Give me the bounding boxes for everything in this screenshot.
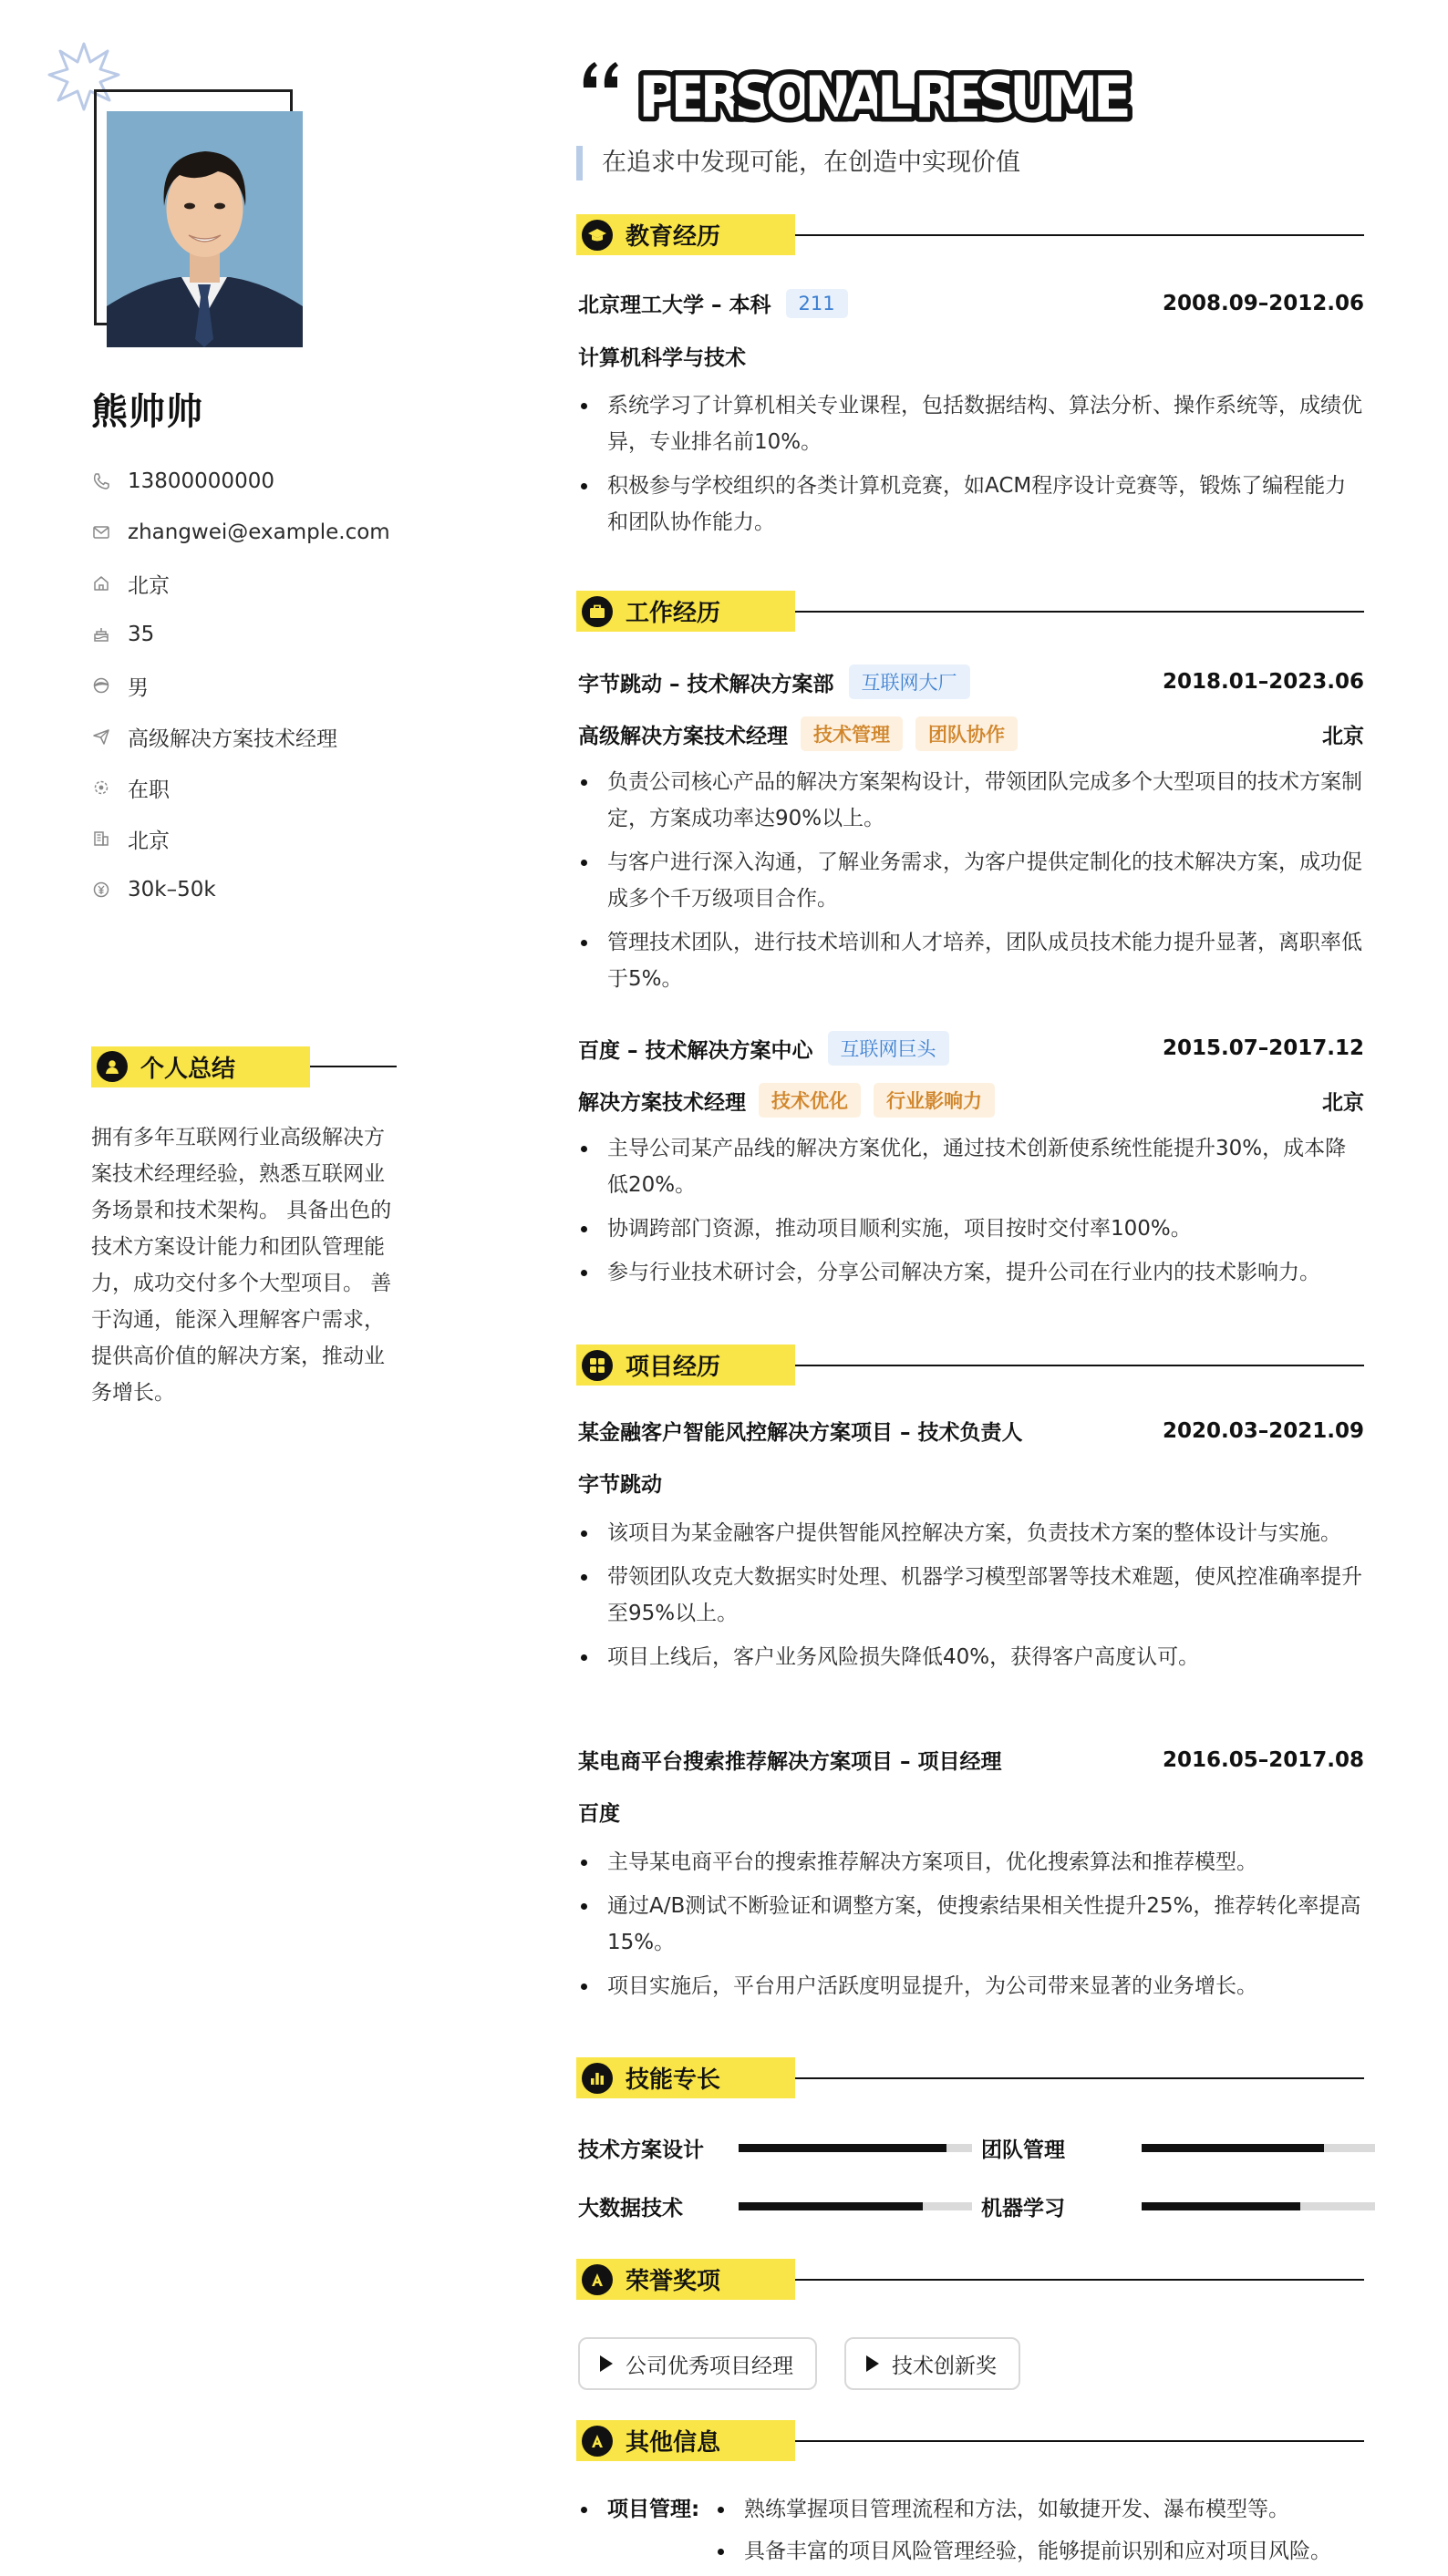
contact-city xyxy=(91,813,438,864)
contact-age xyxy=(91,609,438,660)
section-divider xyxy=(795,234,1364,236)
headline-text: PERSONAL RESUME xyxy=(638,64,1131,130)
award-item xyxy=(844,2337,1020,2390)
education-title: 教育经历 xyxy=(626,223,721,251)
awards-title: 荣誉奖项 xyxy=(626,2268,721,2295)
list-item: 负责公司核心产品的解决方案架构设计，带领团队完成多个大型项目的技术方案制定，方案成功率达90%以上。 xyxy=(578,764,1364,837)
other-section-header xyxy=(576,2420,1364,2461)
contact-phone xyxy=(91,456,438,507)
skill-tag: 团队协作 xyxy=(915,716,1018,751)
candidate-name: 熊帅帅 xyxy=(91,391,203,433)
summary-title: 个人总结 xyxy=(140,1055,236,1083)
project-date: 2016.05–2017.08 xyxy=(1162,1747,1364,1772)
tagline: 在追求中发现可能，在创造中实现价值 xyxy=(602,149,1020,177)
award-item xyxy=(578,2337,817,2390)
avatar xyxy=(107,111,303,347)
grid-icon xyxy=(582,1350,613,1381)
award-label: 公司优秀项目经理 xyxy=(626,2354,793,2378)
work-title: 工作经历 xyxy=(626,600,721,627)
chart-icon xyxy=(582,2063,613,2094)
other-title: 其他信息 xyxy=(626,2429,721,2457)
play-icon xyxy=(866,2355,879,2372)
school-tag: 211 xyxy=(786,289,848,318)
project-entry-header xyxy=(578,1416,1364,1446)
section-divider xyxy=(795,2440,1364,2442)
other-row xyxy=(578,2530,1399,2572)
skill-item xyxy=(981,2133,1375,2163)
skill-name: 大数据技术 xyxy=(578,2197,683,2221)
user-icon xyxy=(97,1051,128,1082)
home-icon xyxy=(91,573,111,593)
list-item: 通过A/B测试不断验证和调整方案，使搜索结果相关性提升25%，推荐转化率提高15%。 xyxy=(578,1888,1364,1961)
list-item: 具备丰富的项目风险管理经验，能够提前识别和应对项目风险。 xyxy=(715,2530,1331,2572)
work-date: 2015.07–2017.12 xyxy=(1162,1036,1364,1060)
work-bullets xyxy=(578,764,1364,1005)
skill-item xyxy=(578,2191,972,2221)
skill-tag: 技术优化 xyxy=(759,1083,861,1118)
skill-level xyxy=(1142,2202,1300,2210)
skill-bar xyxy=(1142,2144,1375,2152)
list-item: 与客户进行深入沟通，了解业务需求，为客户提供定制化的技术解决方案，成功促成多个千万级项目合作。 xyxy=(578,844,1364,917)
skill-level xyxy=(739,2202,923,2210)
list-item: 参与行业技术研讨会，分享公司解决方案，提升公司在行业内的技术影响力。 xyxy=(578,1254,1364,1291)
cake-icon xyxy=(91,624,111,644)
project-bullets xyxy=(578,1515,1364,1683)
list-item: 管理技术团队，进行技术培训和人才培养，团队成员技术能力提升显著，离职率低于5%。 xyxy=(578,924,1364,997)
page-headline xyxy=(635,55,1145,137)
phone-icon xyxy=(91,471,111,491)
contact-position xyxy=(91,711,438,762)
major-name: 计算机科学与技术 xyxy=(578,346,746,370)
section-divider xyxy=(795,611,1364,613)
section-divider xyxy=(795,2077,1364,2079)
project-name: 某金融客户智能风控解决方案项目 – 技术负责人 xyxy=(578,1421,1023,1445)
skill-name: 团队管理 xyxy=(981,2138,1065,2162)
skills-title: 技能专长 xyxy=(626,2066,721,2094)
work-bullets xyxy=(578,1130,1364,1298)
contact-position-value: 高级解决方案技术经理 xyxy=(128,726,337,751)
project-org: 百度 xyxy=(578,1802,620,1826)
projects-title: 项目经历 xyxy=(626,1354,721,1381)
contact-email-value: zhangwei@example.com xyxy=(128,520,390,544)
gender-icon xyxy=(91,675,111,696)
job-city: 北京 xyxy=(1322,724,1364,748)
contact-gender xyxy=(91,660,438,711)
list-item: 系统学习了计算机相关专业课程，包括数据结构、算法分析、操作系统等，成绩优异，专业排名前10%。 xyxy=(578,387,1364,460)
summary-text: 拥有多年互联网行业高级解决方案技术经理经验，熟悉互联网业务场景和技术架构。 具备出色的技术方案设计能力和团队管理能力，成功交付多个大型项目。 善于沟通，能深入理解客户需求，提供高价值的解决方案，推动业务增长。 xyxy=(91,1126,392,1405)
summary-section-header xyxy=(91,1048,397,1085)
mail-icon xyxy=(91,522,111,542)
status-icon xyxy=(91,778,111,798)
work-entry-header xyxy=(578,1031,1364,1066)
skill-bar xyxy=(1142,2202,1375,2210)
contact-salary xyxy=(91,864,438,915)
work-role-row xyxy=(578,1083,1364,1118)
education-date: 2008.09–2012.06 xyxy=(1162,291,1364,315)
contact-status xyxy=(91,762,438,813)
project-date: 2020.03–2021.09 xyxy=(1162,1418,1364,1443)
award-icon xyxy=(582,2264,613,2295)
work-date: 2018.01–2023.06 xyxy=(1162,670,1364,694)
work-section-header xyxy=(576,591,1364,632)
contact-list xyxy=(91,456,438,915)
job-role: 高级解决方案技术经理 xyxy=(578,724,788,748)
contact-city-value: 北京 xyxy=(128,829,170,853)
list-item: 积极参与学校组织的各类计算机竞赛，如ACM程序设计竞赛等，锻炼了编程能力和团队协作能力。 xyxy=(578,468,1364,541)
company-name: 百度 – 技术解决方案中心 xyxy=(578,1038,813,1063)
section-divider xyxy=(310,1066,397,1067)
skill-level xyxy=(739,2144,946,2152)
building-icon xyxy=(91,829,111,849)
play-icon xyxy=(600,2355,613,2372)
project-entry-header xyxy=(578,1745,1364,1775)
tagline-accent-bar xyxy=(576,146,583,180)
section-divider xyxy=(795,1365,1364,1366)
list-item: 熟练掌握项目管理流程和方法，如敏捷开发、瀑布模型等。 xyxy=(715,2488,1289,2530)
graduation-cap-icon xyxy=(582,220,613,251)
job-role: 解决方案技术经理 xyxy=(578,1090,746,1115)
job-city: 北京 xyxy=(1322,1090,1364,1115)
list-item: 该项目为某金融客户提供智能风控解决方案，负责技术方案的整体设计与实施。 xyxy=(578,1515,1364,1551)
school-name: 北京理工大学 – 本科 xyxy=(578,294,771,317)
education-entry-header xyxy=(578,288,1364,318)
contact-home-value: 北京 xyxy=(128,573,170,598)
other-row xyxy=(578,2488,1399,2530)
skill-name: 机器学习 xyxy=(981,2197,1065,2221)
briefcase-icon xyxy=(582,596,613,627)
quote-icon xyxy=(580,57,626,93)
contact-age-value: 35 xyxy=(128,623,155,646)
list-item: 主导某电商平台的搜索推荐解决方案项目，优化搜索算法和推荐模型。 xyxy=(578,1844,1364,1880)
contact-gender-value: 男 xyxy=(128,675,149,700)
project-org: 字节跳动 xyxy=(578,1473,662,1497)
list-item: 项目实施后，平台用户活跃度明显提升，为公司带来显著的业务增长。 xyxy=(578,1968,1364,2004)
section-divider xyxy=(795,2279,1364,2281)
list-item: 带领团队攻克大数据实时处理、机器学习模型部署等技术难题，使风控准确率提升至95%以上。 xyxy=(578,1559,1364,1632)
company-tag: 互联网大厂 xyxy=(849,665,970,699)
skill-level xyxy=(1142,2144,1324,2152)
company-name: 字节跳动 – 技术解决方案部 xyxy=(578,672,834,696)
work-role-row xyxy=(578,716,1364,751)
list-item: 主导公司某产品线的解决方案优化，通过技术创新使系统性能提升30%，成本降低20%。 xyxy=(578,1130,1364,1203)
contact-status-value: 在职 xyxy=(128,778,170,802)
skill-tag: 技术管理 xyxy=(801,716,903,751)
list-item: 协调跨部门资源，推动项目顺利实施，项目按时交付率100%。 xyxy=(578,1211,1364,1247)
skill-bar xyxy=(739,2144,972,2152)
other-info xyxy=(578,2488,1399,2572)
project-bullets xyxy=(578,1844,1364,2012)
project-name: 某电商平台搜索推荐解决方案项目 – 项目经理 xyxy=(578,1750,1002,1774)
skill-item xyxy=(981,2191,1375,2221)
skill-bar xyxy=(739,2202,972,2210)
skill-item xyxy=(578,2133,972,2163)
skills-section-header xyxy=(576,2057,1364,2098)
work-entry-header xyxy=(578,665,1364,699)
send-icon xyxy=(91,726,111,747)
projects-section-header xyxy=(576,1345,1364,1386)
info-icon xyxy=(582,2426,613,2457)
contact-home xyxy=(91,558,438,609)
list-item: 项目上线后，客户业务风险损失降低40%，获得客户高度认可。 xyxy=(578,1639,1364,1675)
contact-email xyxy=(91,507,438,558)
awards-section-header xyxy=(576,2259,1364,2300)
contact-phone-value: 13800000000 xyxy=(128,469,274,493)
award-label: 技术创新奖 xyxy=(892,2354,997,2378)
contact-salary-value: 30k–50k xyxy=(128,878,216,902)
skill-tag: 行业影响力 xyxy=(874,1083,995,1118)
education-section-header xyxy=(576,214,1364,255)
salary-icon xyxy=(91,880,111,900)
other-label: 项目管理: xyxy=(578,2488,715,2530)
education-bullets xyxy=(578,387,1364,548)
skill-name: 技术方案设计 xyxy=(578,2138,704,2162)
company-tag: 互联网巨头 xyxy=(828,1031,949,1066)
